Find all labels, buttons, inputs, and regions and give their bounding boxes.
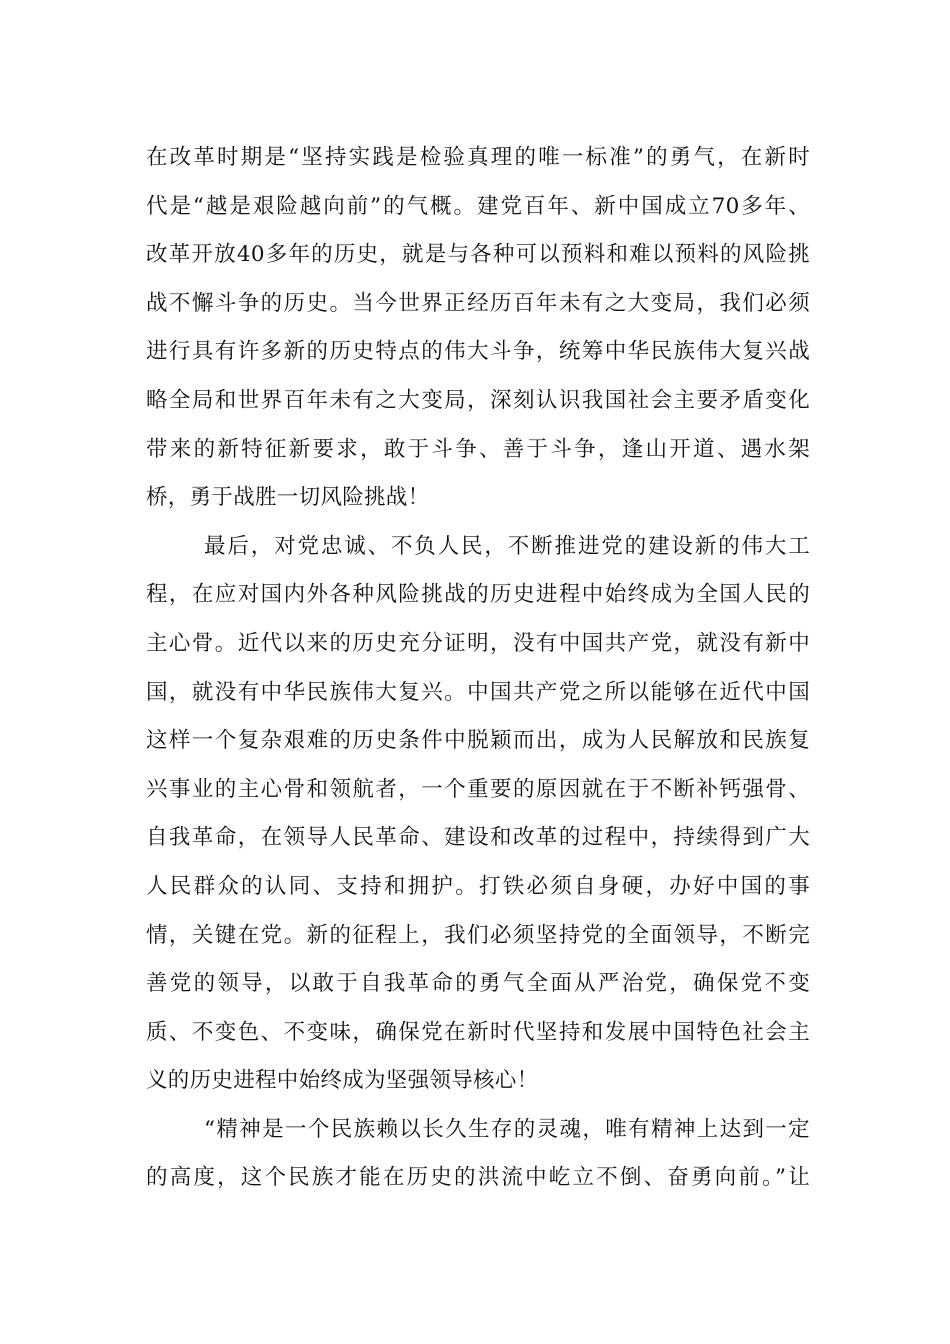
paragraph-1-line-1: 在改革时期是“坚持实践是检验真理的唯一标准”的勇气，在新时 — [146, 145, 810, 170]
paragraph-1-line-4: 战不懈斗争的历史。当今世界正经历百年未有之大变局，我们必须 — [146, 290, 810, 316]
paragraph-1-line-5: 进行具有许多新的历史特点的伟大斗争，统筹中华民族伟大复兴战 — [146, 339, 810, 365]
paragraph-2-line-1: 最后，对党忠诚、不负人民，不断推进党的建设新的伟大工 — [204, 533, 810, 559]
paragraph-2-line-12: 义的历史进程中始终成为坚强领导核心！ — [146, 1068, 539, 1094]
paragraph-2-line-7: 自我革命，在领导人民革命、建设和改革的过程中，持续得到广大 — [146, 825, 810, 851]
document-body — [146, 134, 810, 1203]
paragraph-2-line-11: 质、不变色、不变味，确保党在新时代坚持和发展中国特色社会主 — [146, 1019, 810, 1045]
paragraph-3-line-2: 的高度，这个民族才能在历史的洪流中屹立不倒、奋勇向前。”让 — [146, 1165, 810, 1191]
paragraph-2-line-6: 兴事业的主心骨和领航者，一个重要的原因就在于不断补钙强骨、 — [146, 776, 810, 802]
paragraph-3-line-1: “精神是一个民族赖以长久生存的灵魂，唯有精神上达到一定 — [204, 1116, 810, 1142]
paragraph-1-line-3: 改革开放40多年的历史，就是与各种可以预料和难以预料的风险挑 — [146, 242, 810, 268]
paragraph-1-line-2: 代是“越是艰险越向前”的气概。建党百年、新中国成立70多年、 — [146, 193, 810, 219]
paragraph-2-line-5: 这样一个复杂艰难的历史条件中脱颖而出，成为人民解放和民族复 — [146, 728, 810, 754]
paragraph-2-line-8: 人民群众的认同、支持和拥护。打铁必须自身硬，办好中国的事 — [146, 873, 810, 899]
paragraph-2-line-4: 国，就没有中华民族伟大复兴。中国共产党之所以能够在近代中国 — [146, 679, 810, 705]
paragraph-2-line-10: 善党的领导，以敢于自我革命的勇气全面从严治党，确保党不变 — [146, 971, 810, 997]
paragraph-2-line-3: 主心骨。近代以来的历史充分证明，没有中国共产党，就没有新中 — [146, 630, 810, 656]
paragraph-1-line-7: 带来的新特征新要求，敢于斗争、善于斗争，逢山开道、遇水架 — [146, 436, 810, 462]
paragraph-2-line-2: 程，在应对国内外各种风险挑战的历史进程中始终成为全国人民的 — [146, 582, 810, 608]
paragraph-2-line-9: 情，关键在党。新的征程上，我们必须坚持党的全面领导，不断完 — [146, 922, 810, 948]
paragraph-1-line-6: 略全局和世界百年未有之大变局，深刻认识我国社会主要矛盾变化 — [146, 387, 810, 413]
paragraph-1-line-8: 桥，勇于战胜一切风险挑战！ — [146, 485, 430, 511]
